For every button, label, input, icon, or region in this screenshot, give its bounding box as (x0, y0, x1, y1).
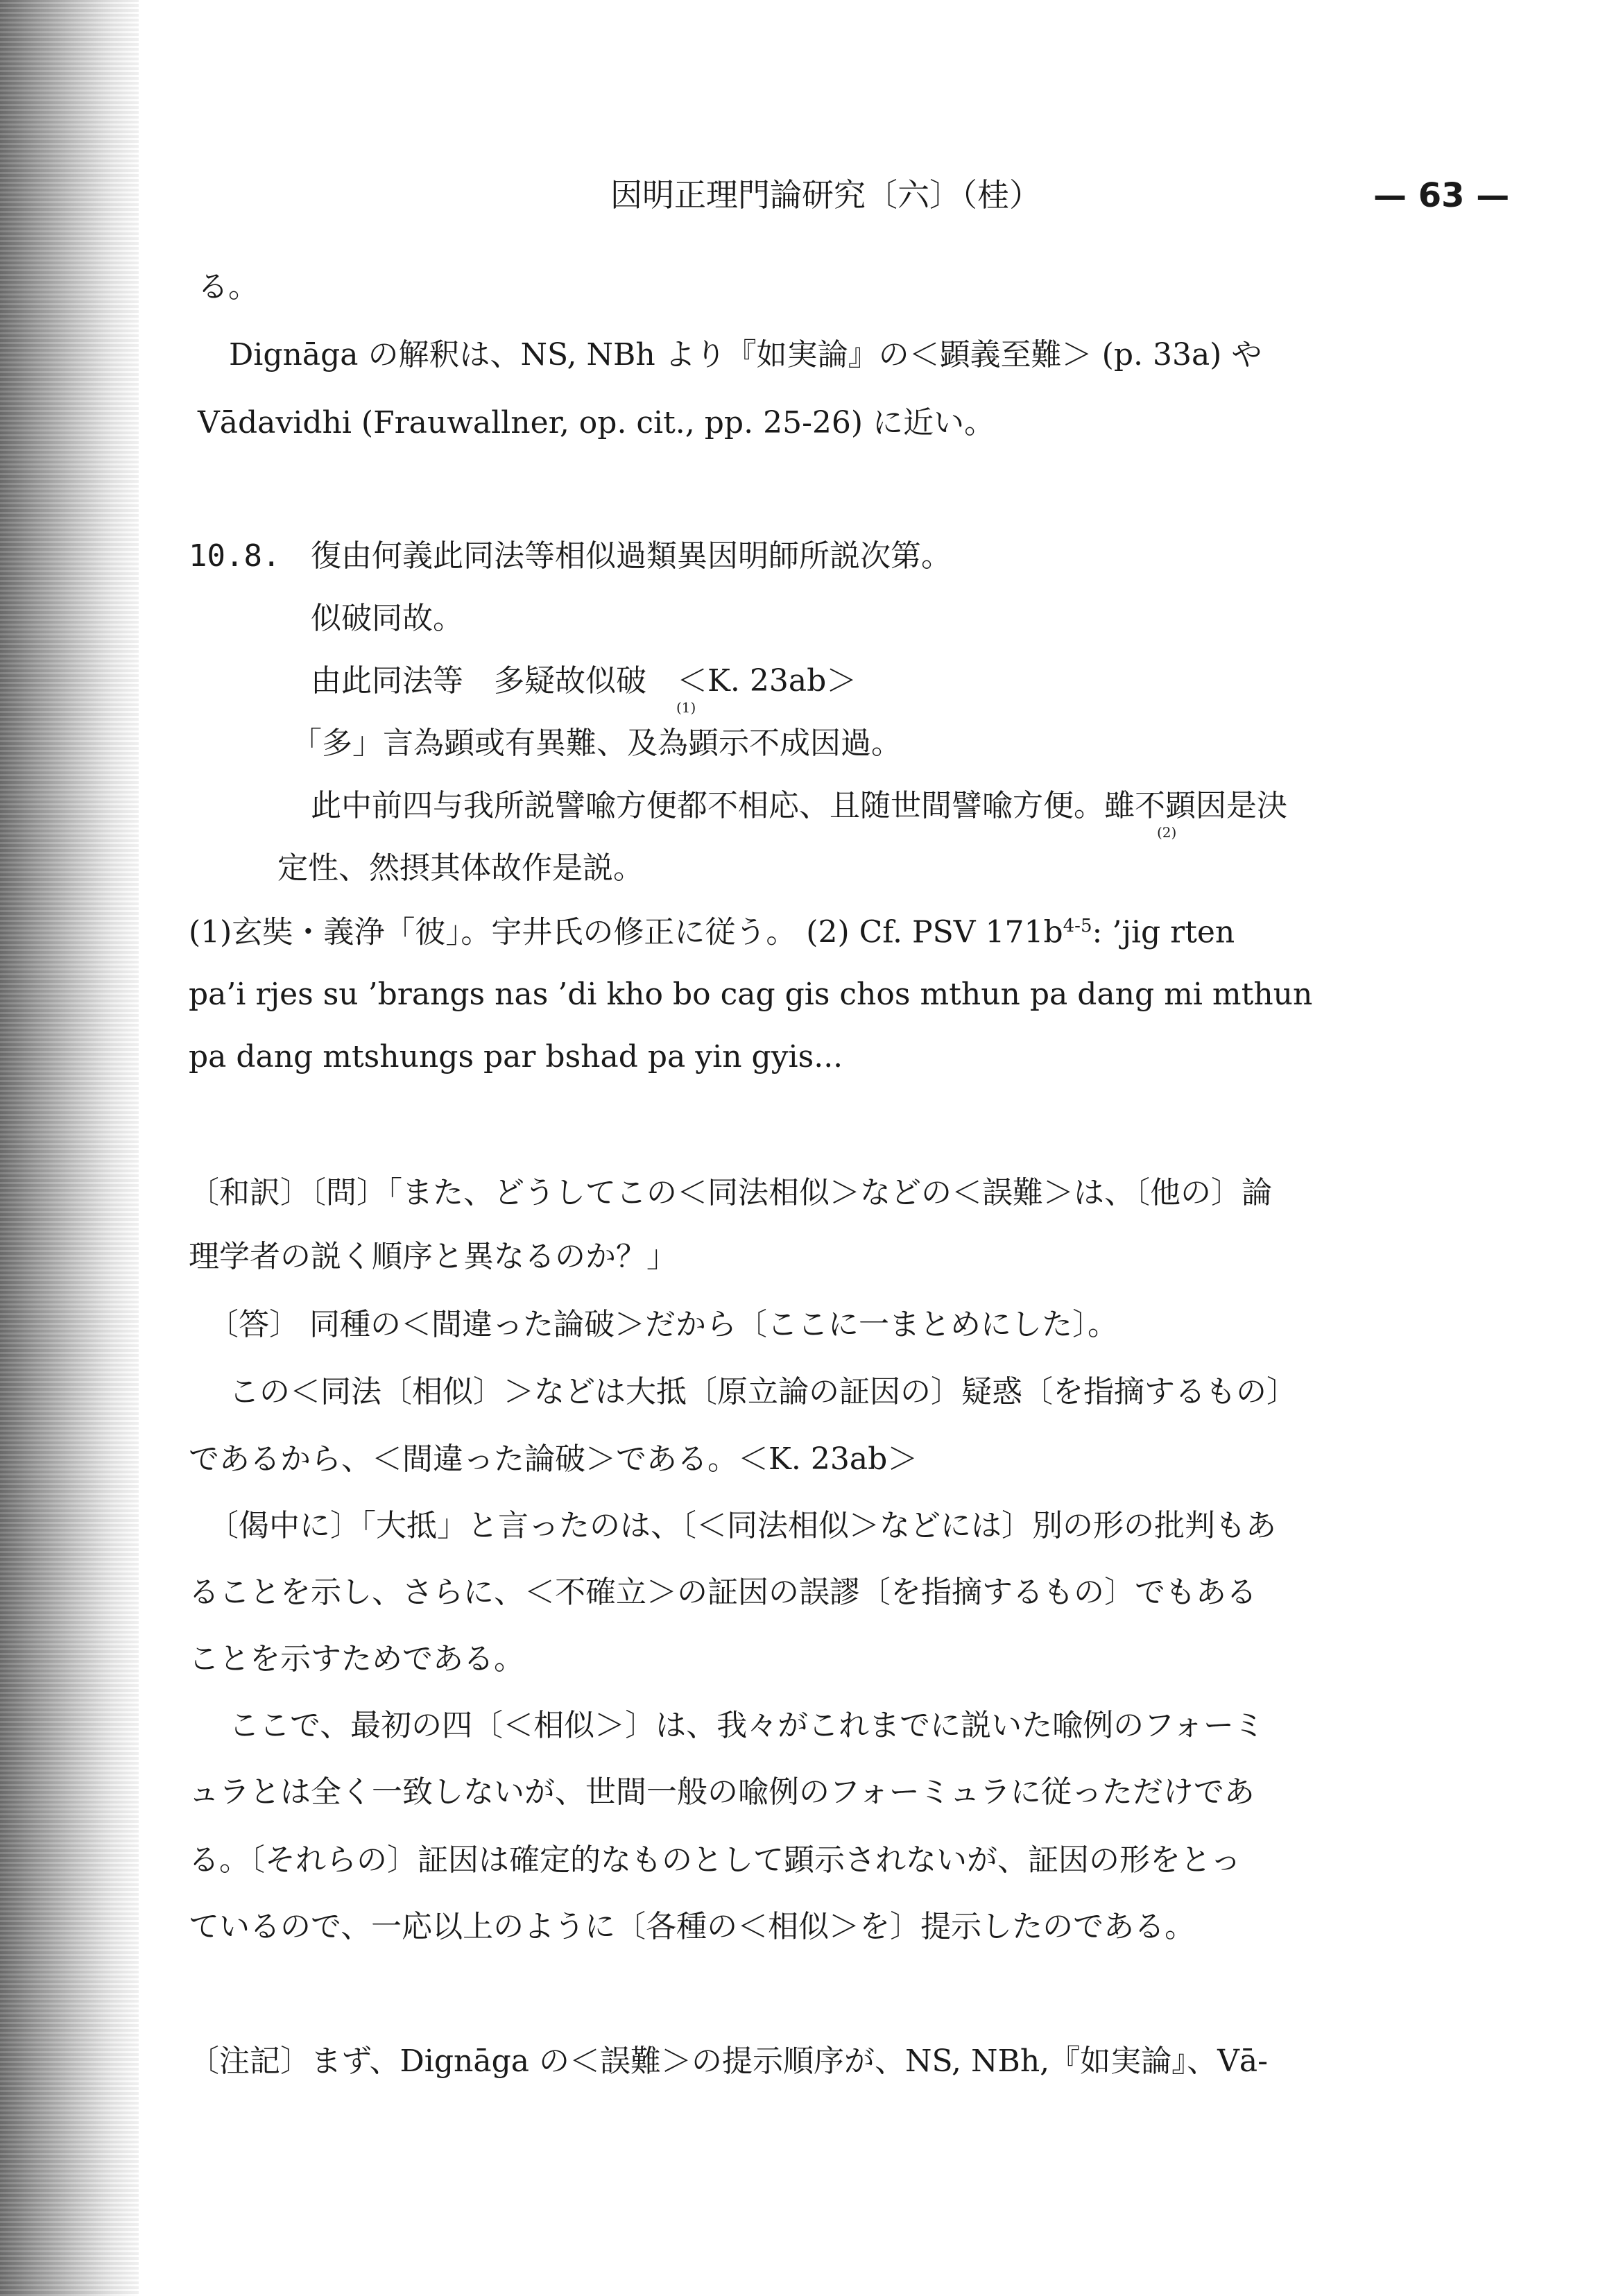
translation-line: 〔偈中に〕「大抵」と言ったのは、〔＜同法相似＞などには〕別の形の批判もあ (208, 1508, 1276, 1543)
chinese-text-line: 定性、然摂其体故作是説。 (277, 850, 644, 886)
translation-line: 〔答〕 同種の＜間違った論破＞だから〔ここに一まとめにした〕。 (208, 1307, 1118, 1342)
translation-line: ることを示し、さらに、＜不確立＞の証因の誤謬〔を指摘するもの〕でもある (189, 1575, 1257, 1610)
translation-line: であるから、＜間違った論破＞である。＜K. 23ab＞ (189, 1441, 918, 1477)
chinese-text-line: 似破同故。 (311, 601, 463, 636)
paragraph-line: Vādavidhi (Frauwallner, op. cit., pp. 25-26) に近い。 (198, 405, 995, 440)
paragraph-line: Dignāga の解釈は、NS, NBh より『如実論』の＜顕義至難＞ (p. 33a) や (229, 337, 1262, 372)
translation-line: この＜同法〔相似〕＞などは大抵〔原立論の証因の〕疑惑〔を指摘するもの〕 (229, 1374, 1297, 1410)
section-number: 10.8. (189, 538, 281, 574)
translation-line: 〔和訳〕〔問〕「また、どうしてこの＜同法相似＞などの＜誤難＞は、〔他の〕論 (189, 1175, 1272, 1210)
translation-line: ュラとは全く一致しないが、世間一般の喩例のフォーミュラに従っただけであ (189, 1774, 1255, 1810)
scan-binding-shadow (0, 0, 139, 2296)
chinese-verse-line (311, 663, 857, 699)
footnote-text: : ’jig rten (1092, 914, 1235, 950)
translation-line: ことを示すためである。 (189, 1641, 524, 1677)
verse-text: 由此同法等 多疑故似破 ＜K. 23ab＞ (311, 663, 857, 699)
paragraph-line: る。 (198, 269, 259, 305)
footnote-line (189, 914, 1235, 950)
footnote-superscript: 4-5 (1063, 916, 1092, 936)
footnote-line: pa dang mtshungs par bshad pa yin gyis... (189, 1039, 843, 1074)
note-line: 〔注記〕まず、Dignāga の＜誤難＞の提示順序が、NS, NBh,『如実論』、Vā- (189, 2044, 1269, 2079)
footnote-marker: (2) (1157, 824, 1177, 841)
chinese-text-line: 「多」言為顕或有異難、及為顕示不成因過。 (291, 726, 902, 761)
translation-line: ているので、一応以上のように〔各種の＜相似＞を〕提示したのである。 (189, 1909, 1196, 1944)
footnote-marker: (1) (676, 699, 696, 716)
translation-line: ここで、最初の四〔＜相似＞〕は、我々がこれまでに説いた喩例のフォーミ (229, 1708, 1264, 1743)
page-number: — 63 — (1373, 176, 1510, 215)
footnote-line: pa’i rjes su ’brangs nas ’di kho bo cag gis chos mthun pa dang mi mthun (189, 977, 1313, 1012)
footnote-text: (1)玄奘・義浄「彼」。宇井氏の修正に従う。 (2) Cf. PSV 171b (189, 914, 1063, 950)
translation-line: る。〔それらの〕証因は確定的なものとして顕示されないが、証因の形をとっ (189, 1842, 1242, 1878)
translation-line: 理学者の説く順序と異なるのか？」 (189, 1239, 677, 1274)
running-header-title: 因明正理門論研究〔六〕（桂） (610, 176, 1041, 214)
chinese-text-line: 此中前四与我所説譬喩方便都不相応、且随世間譬喩方便。雖不顕因是決 (311, 788, 1287, 823)
chinese-text-line: 復由何義此同法等相似過類異因明師所説次第。 (311, 538, 952, 574)
